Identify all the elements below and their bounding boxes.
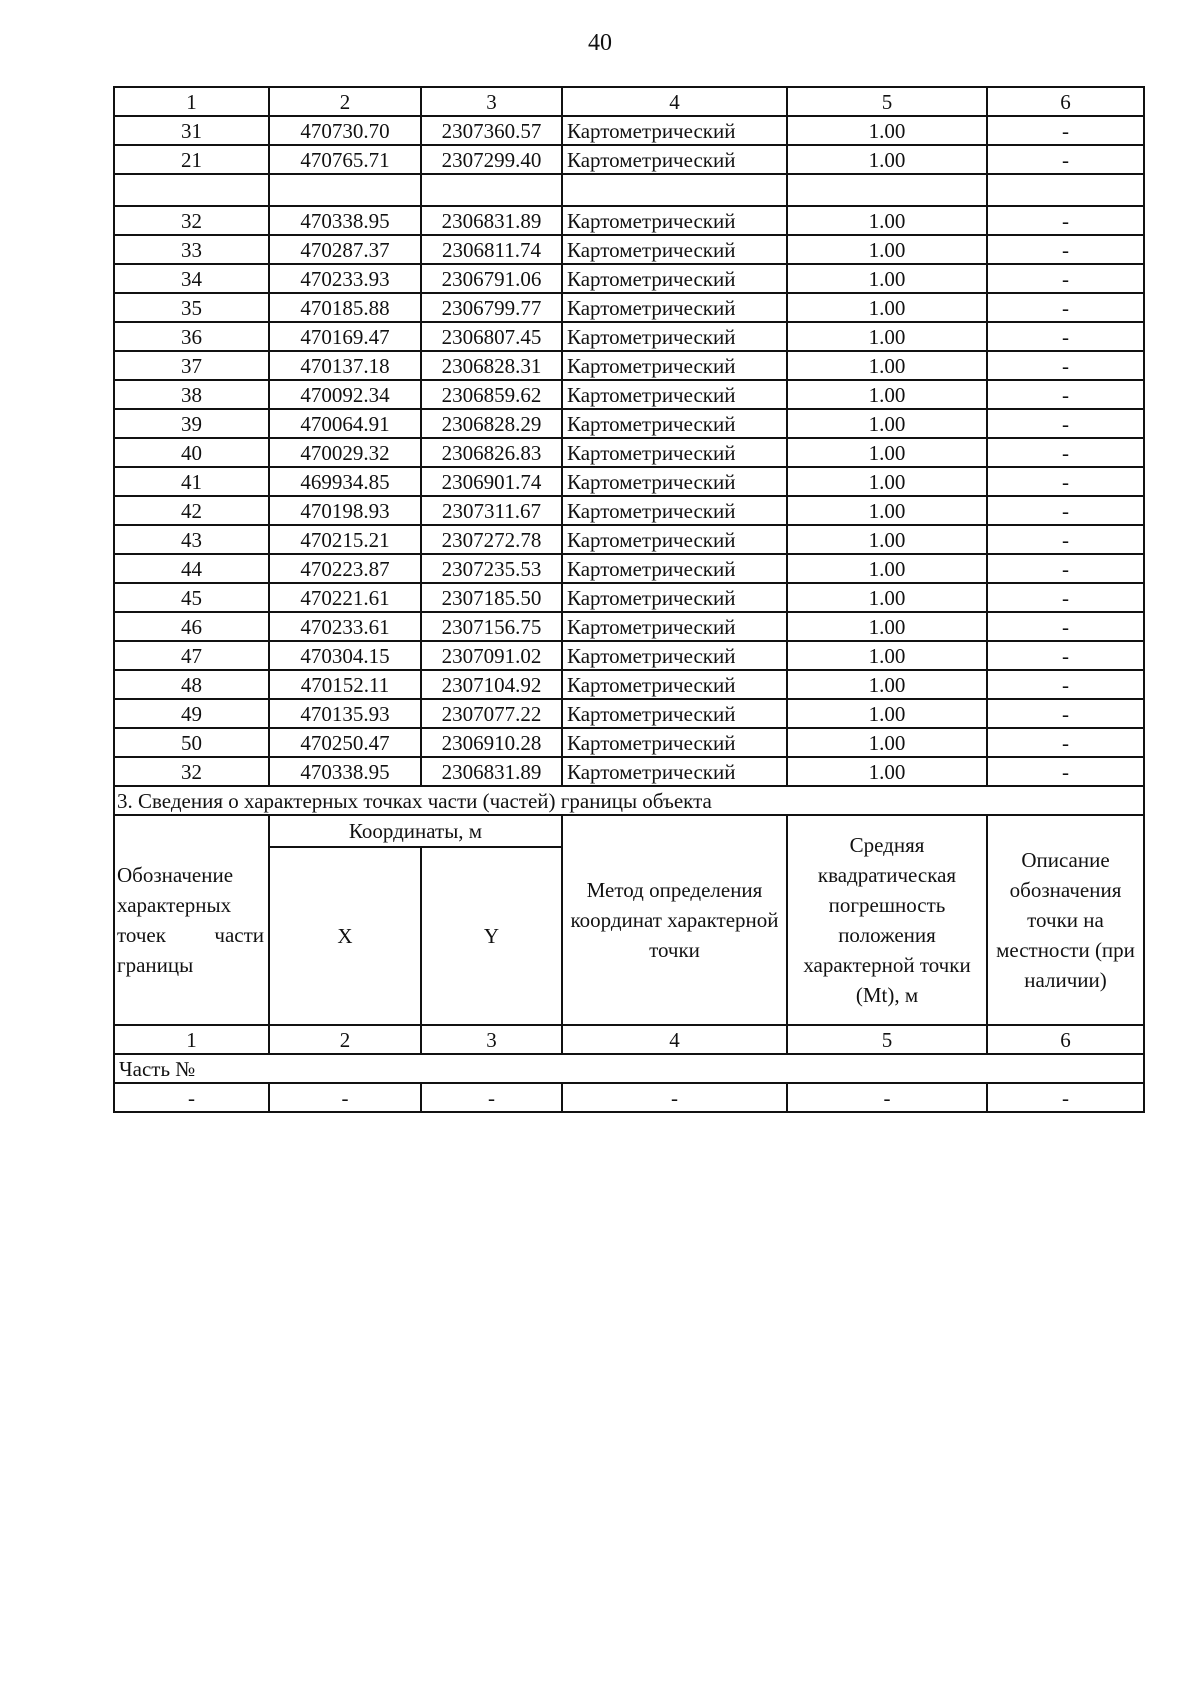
coord-y: 2307311.67 — [421, 496, 562, 525]
method: Картометрический — [562, 145, 787, 174]
coord-x: 470215.21 — [269, 525, 421, 554]
coord-x: 470064.91 — [269, 409, 421, 438]
coord-x: 470092.34 — [269, 380, 421, 409]
point-number: 39 — [114, 409, 269, 438]
coord-x: 470135.93 — [269, 699, 421, 728]
method: Картометрический — [562, 496, 787, 525]
description: - — [987, 438, 1144, 467]
table-row — [114, 235, 1144, 264]
coord-y: 2307360.57 — [421, 116, 562, 145]
accuracy: 1.00 — [787, 467, 987, 496]
method: Картометрический — [562, 757, 787, 786]
coord-x: 470152.11 — [269, 670, 421, 699]
dash-cell: - — [987, 1083, 1144, 1112]
accuracy: 1.00 — [787, 699, 987, 728]
header-y: Y — [421, 847, 562, 1025]
point-number: 46 — [114, 612, 269, 641]
header-x: X — [269, 847, 421, 1025]
header-description: Описание обозначения точки на местности (при наличии) — [987, 815, 1144, 1025]
column-number: 3 — [421, 87, 562, 116]
point-number: 44 — [114, 554, 269, 583]
method: Картометрический — [562, 641, 787, 670]
column-number: 1 — [114, 1025, 269, 1054]
description: - — [987, 670, 1144, 699]
part-label: Часть № — [114, 1054, 1144, 1083]
coord-x: 470223.87 — [269, 554, 421, 583]
description: - — [987, 583, 1144, 612]
coord-x: 470169.47 — [269, 322, 421, 351]
table-row — [114, 554, 1144, 583]
accuracy: 1.00 — [787, 322, 987, 351]
column-number: 5 — [787, 87, 987, 116]
table-row — [114, 351, 1144, 380]
coord-x: 470185.88 — [269, 293, 421, 322]
coord-y: 2306831.89 — [421, 757, 562, 786]
table-row — [114, 438, 1144, 467]
coord-y: 2307299.40 — [421, 145, 562, 174]
description: - — [987, 264, 1144, 293]
point-number: 31 — [114, 116, 269, 145]
table-row — [114, 467, 1144, 496]
section-header-row — [114, 815, 1144, 847]
description: - — [987, 145, 1144, 174]
coord-x: 470233.93 — [269, 264, 421, 293]
table-row — [114, 612, 1144, 641]
method: Картометрический — [562, 351, 787, 380]
table-row — [114, 380, 1144, 409]
coord-y: 2306828.29 — [421, 409, 562, 438]
description: - — [987, 409, 1144, 438]
accuracy: 1.00 — [787, 351, 987, 380]
method: Картометрический — [562, 293, 787, 322]
method: Картометрический — [562, 728, 787, 757]
method: Картометрический — [562, 554, 787, 583]
coord-y: 2306910.28 — [421, 728, 562, 757]
description: - — [987, 728, 1144, 757]
column-number: 3 — [421, 1025, 562, 1054]
point-number: 37 — [114, 351, 269, 380]
coord-y: 2307091.02 — [421, 641, 562, 670]
table-row — [114, 264, 1144, 293]
column-number: 4 — [562, 87, 787, 116]
coord-y: 2306791.06 — [421, 264, 562, 293]
method: Картометрический — [562, 438, 787, 467]
column-number: 2 — [269, 87, 421, 116]
accuracy: 1.00 — [787, 293, 987, 322]
table-row — [114, 583, 1144, 612]
method: Картометрический — [562, 525, 787, 554]
table-row — [114, 670, 1144, 699]
description: - — [987, 206, 1144, 235]
description: - — [987, 116, 1144, 145]
table-row — [114, 728, 1144, 757]
accuracy: 1.00 — [787, 525, 987, 554]
page-number: 40 — [588, 30, 612, 56]
point-number: 21 — [114, 145, 269, 174]
point-number: 48 — [114, 670, 269, 699]
accuracy: 1.00 — [787, 496, 987, 525]
empty-separator-row — [114, 174, 1144, 206]
coord-y: 2306831.89 — [421, 206, 562, 235]
coord-x: 470765.71 — [269, 145, 421, 174]
header-designation: Обозначение характерных точек части границы — [114, 815, 269, 1025]
dash-cell: - — [269, 1083, 421, 1112]
coord-y: 2307077.22 — [421, 699, 562, 728]
method: Картометрический — [562, 670, 787, 699]
coord-y: 2307104.92 — [421, 670, 562, 699]
description: - — [987, 496, 1144, 525]
method: Картометрический — [562, 612, 787, 641]
accuracy: 1.00 — [787, 612, 987, 641]
coord-x: 469934.85 — [269, 467, 421, 496]
dash-cell: - — [787, 1083, 987, 1112]
description: - — [987, 757, 1144, 786]
coord-y: 2307235.53 — [421, 554, 562, 583]
dash-row — [114, 1083, 1144, 1112]
description: - — [987, 235, 1144, 264]
point-number: 42 — [114, 496, 269, 525]
method: Картометрический — [562, 583, 787, 612]
column-number: 5 — [787, 1025, 987, 1054]
table-row — [114, 641, 1144, 670]
description: - — [987, 380, 1144, 409]
coord-x: 470338.95 — [269, 757, 421, 786]
coord-y: 2307156.75 — [421, 612, 562, 641]
column-number: 6 — [987, 87, 1144, 116]
description: - — [987, 525, 1144, 554]
coord-y: 2307272.78 — [421, 525, 562, 554]
section-column-number-row — [114, 1025, 1144, 1054]
coord-x: 470338.95 — [269, 206, 421, 235]
coord-y: 2306811.74 — [421, 235, 562, 264]
point-number: 40 — [114, 438, 269, 467]
dash-cell: - — [421, 1083, 562, 1112]
coord-x: 470730.70 — [269, 116, 421, 145]
description: - — [987, 699, 1144, 728]
accuracy: 1.00 — [787, 145, 987, 174]
accuracy: 1.00 — [787, 264, 987, 293]
coord-x: 470287.37 — [269, 235, 421, 264]
accuracy: 1.00 — [787, 554, 987, 583]
column-number: 1 — [114, 87, 269, 116]
section-title-row — [114, 786, 1144, 815]
method: Картометрический — [562, 380, 787, 409]
point-number: 36 — [114, 322, 269, 351]
coord-y: 2306901.74 — [421, 467, 562, 496]
point-number: 35 — [114, 293, 269, 322]
coord-x: 470198.93 — [269, 496, 421, 525]
point-number: 49 — [114, 699, 269, 728]
coord-y: 2306828.31 — [421, 351, 562, 380]
accuracy: 1.00 — [787, 728, 987, 757]
coord-x: 470304.15 — [269, 641, 421, 670]
point-number: 45 — [114, 583, 269, 612]
coord-y: 2306807.45 — [421, 322, 562, 351]
point-number: 33 — [114, 235, 269, 264]
method: Картометрический — [562, 235, 787, 264]
method: Картометрический — [562, 116, 787, 145]
header-accuracy: Средняя квадратическая погрешность положения характерной точки (Mt), м — [787, 815, 987, 1025]
accuracy: 1.00 — [787, 641, 987, 670]
section-title: 3. Сведения о характерных точках части (частей) границы объекта — [114, 786, 1144, 815]
description: - — [987, 351, 1144, 380]
point-number: 34 — [114, 264, 269, 293]
description: - — [987, 612, 1144, 641]
method: Картометрический — [562, 699, 787, 728]
coord-x: 470250.47 — [269, 728, 421, 757]
column-number-row — [114, 87, 1144, 116]
point-number: 41 — [114, 467, 269, 496]
column-number: 4 — [562, 1025, 787, 1054]
point-number: 43 — [114, 525, 269, 554]
coord-x: 470233.61 — [269, 612, 421, 641]
accuracy: 1.00 — [787, 670, 987, 699]
point-number: 47 — [114, 641, 269, 670]
coord-y: 2306799.77 — [421, 293, 562, 322]
table-row — [114, 757, 1144, 786]
coord-x: 470221.61 — [269, 583, 421, 612]
accuracy: 1.00 — [787, 757, 987, 786]
accuracy: 1.00 — [787, 583, 987, 612]
table-row — [114, 322, 1144, 351]
column-number: 2 — [269, 1025, 421, 1054]
description: - — [987, 467, 1144, 496]
method: Картометрический — [562, 206, 787, 235]
coord-y: 2306859.62 — [421, 380, 562, 409]
accuracy: 1.00 — [787, 380, 987, 409]
dash-cell: - — [562, 1083, 787, 1112]
coord-x: 470137.18 — [269, 351, 421, 380]
table-row — [114, 293, 1144, 322]
table-row — [114, 206, 1144, 235]
header-method: Метод определения координат характерной точки — [562, 815, 787, 1025]
table-row — [114, 699, 1144, 728]
header-coordinates: Координаты, м — [269, 815, 562, 847]
coord-y: 2307185.50 — [421, 583, 562, 612]
column-number: 6 — [987, 1025, 1144, 1054]
table-row — [114, 496, 1144, 525]
point-number: 38 — [114, 380, 269, 409]
table-row — [114, 409, 1144, 438]
method: Картометрический — [562, 467, 787, 496]
accuracy: 1.00 — [787, 206, 987, 235]
accuracy: 1.00 — [787, 116, 987, 145]
table-row — [114, 145, 1144, 174]
accuracy: 1.00 — [787, 235, 987, 264]
point-number: 32 — [114, 206, 269, 235]
description: - — [987, 641, 1144, 670]
accuracy: 1.00 — [787, 409, 987, 438]
table-row — [114, 525, 1144, 554]
part-label-row — [114, 1054, 1144, 1083]
method: Картометрический — [562, 409, 787, 438]
dash-cell: - — [114, 1083, 269, 1112]
description: - — [987, 293, 1144, 322]
point-number: 50 — [114, 728, 269, 757]
table-row — [114, 116, 1144, 145]
description: - — [987, 322, 1144, 351]
boundary-points-table — [113, 86, 1145, 1113]
method: Картометрический — [562, 322, 787, 351]
coord-y: 2306826.83 — [421, 438, 562, 467]
point-number: 32 — [114, 757, 269, 786]
accuracy: 1.00 — [787, 438, 987, 467]
method: Картометрический — [562, 264, 787, 293]
description: - — [987, 554, 1144, 583]
coord-x: 470029.32 — [269, 438, 421, 467]
